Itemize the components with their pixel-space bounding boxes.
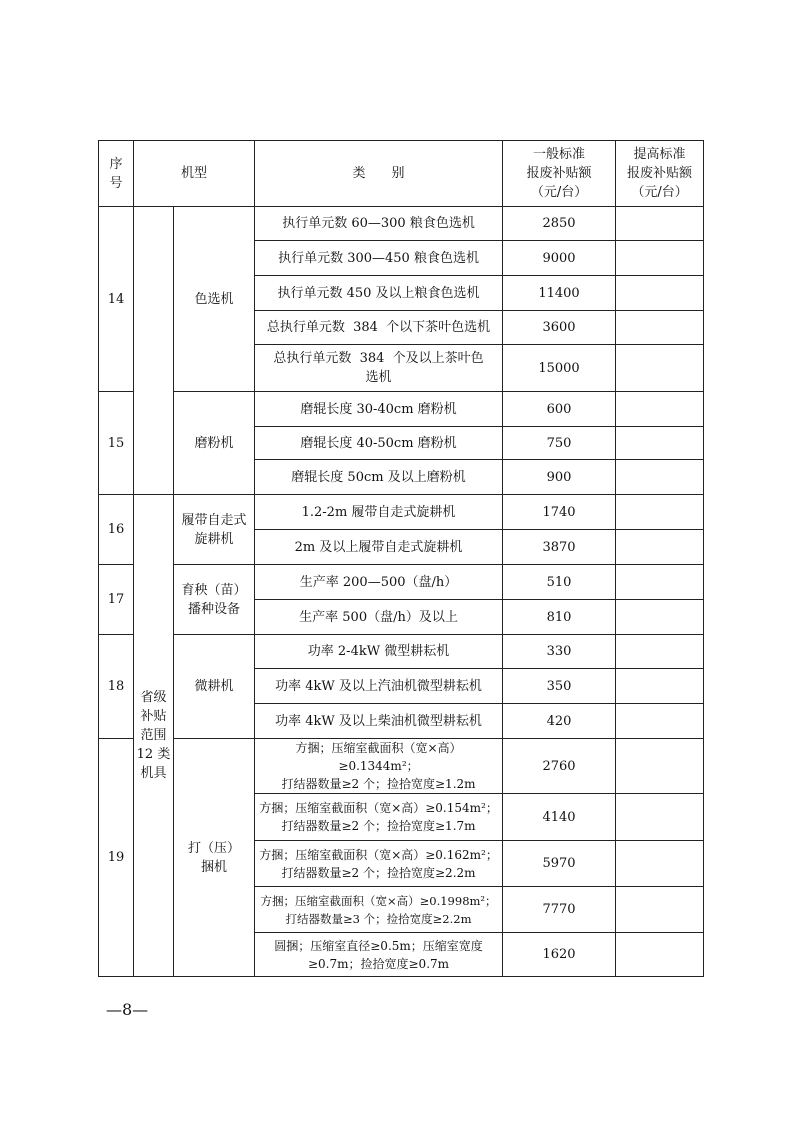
- category-cell: 功率 2-4kW 微型耕耘机: [255, 635, 503, 669]
- category-cell: 方捆；压缩室截面积（宽×高）≥0.154m²； 打结器数量≥2 个；捡拾宽度≥1.7m: [255, 794, 503, 841]
- seq-cell: 14: [99, 207, 134, 392]
- category-cell: 总执行单元数 384 个以下茶叶色选机: [255, 311, 503, 345]
- category-cell: 2m 及以上履带自走式旋耕机: [255, 530, 503, 565]
- model-cell: 履带自走式 旋耕机: [174, 495, 255, 565]
- std-amount-cell: 600: [503, 392, 616, 427]
- table-row: [99, 495, 704, 530]
- table-row: [99, 635, 704, 669]
- std-amount-cell: 750: [503, 427, 616, 460]
- category-cell: 生产率 500（盘/h）及以上: [255, 600, 503, 635]
- std-amount-cell: 4140: [503, 794, 616, 841]
- category-cell: 执行单元数 300—450 粮食色选机: [255, 241, 503, 276]
- seq-cell: 17: [99, 565, 134, 635]
- high-amount-cell: [616, 207, 704, 241]
- high-amount-cell: [616, 530, 704, 565]
- category-cell: 功率 4kW 及以上柴油机微型耕耘机: [255, 704, 503, 739]
- high-amount-cell: [616, 565, 704, 600]
- category-cell: 圆捆；压缩室直径≥0.5m；压缩室宽度 ≥0.7m；捡拾宽度≥0.7m: [255, 933, 503, 977]
- std-amount-cell: 420: [503, 704, 616, 739]
- category-cell: 磨辊长度 40-50cm 磨粉机: [255, 427, 503, 460]
- high-amount-cell: [616, 600, 704, 635]
- category-cell: 生产率 200—500（盘/h）: [255, 565, 503, 600]
- category-cell: 方捆；压缩室截面积（宽×高）≥0.162m²； 打结器数量≥2 个；捡拾宽度≥2.2m: [255, 841, 503, 887]
- std-amount-cell: 9000: [503, 241, 616, 276]
- category-cell: 方捆；压缩室截面积（宽×高）≥0.1998m²； 打结器数量≥3 个；捡拾宽度≥2.2m: [255, 887, 503, 933]
- model-cell: 磨粉机: [174, 392, 255, 495]
- high-amount-cell: [616, 933, 704, 977]
- header-seq: 序 号: [99, 141, 134, 207]
- std-amount-cell: 3870: [503, 530, 616, 565]
- seq-cell: 16: [99, 495, 134, 565]
- std-amount-cell: 15000: [503, 345, 616, 392]
- seq-cell: 19: [99, 739, 134, 977]
- subsidy-table: [98, 140, 704, 977]
- std-amount-cell: 2850: [503, 207, 616, 241]
- std-amount-cell: 1620: [503, 933, 616, 977]
- high-amount-cell: [616, 392, 704, 427]
- model-cell: 微耕机: [174, 635, 255, 739]
- header-category: 类 别: [255, 141, 503, 207]
- page-number: —8—: [106, 1000, 149, 1019]
- std-amount-cell: 2760: [503, 739, 616, 794]
- high-amount-cell: [616, 635, 704, 669]
- group-cell-empty: [134, 207, 174, 495]
- category-cell: 1.2-2m 履带自走式旋耕机: [255, 495, 503, 530]
- std-amount-cell: 3600: [503, 311, 616, 345]
- header-high-amount: 提高标准 报废补贴额 （元/台）: [616, 141, 704, 207]
- category-cell: 磨辊长度 50cm 及以上磨粉机: [255, 460, 503, 495]
- high-amount-cell: [616, 739, 704, 794]
- std-amount-cell: 11400: [503, 276, 616, 311]
- high-amount-cell: [616, 427, 704, 460]
- category-cell: 磨辊长度 30-40cm 磨粉机: [255, 392, 503, 427]
- category-cell: 执行单元数 450 及以上粮食色选机: [255, 276, 503, 311]
- std-amount-cell: 7770: [503, 887, 616, 933]
- group-label-cell: 省级 补贴 范围 12 类 机具: [134, 495, 174, 977]
- table-row: [99, 739, 704, 794]
- category-cell: 方捆；压缩室截面积（宽×高）≥0.1344m²； 打结器数量≥2 个；捡拾宽度≥1.2m: [255, 739, 503, 794]
- high-amount-cell: [616, 704, 704, 739]
- high-amount-cell: [616, 276, 704, 311]
- high-amount-cell: [616, 241, 704, 276]
- table-row: [99, 207, 704, 241]
- std-amount-cell: 1740: [503, 495, 616, 530]
- model-cell: 打（压） 捆机: [174, 739, 255, 977]
- category-cell: 执行单元数 60—300 粮食色选机: [255, 207, 503, 241]
- high-amount-cell: [616, 495, 704, 530]
- std-amount-cell: 510: [503, 565, 616, 600]
- seq-cell: 18: [99, 635, 134, 739]
- header-model: 机型: [134, 141, 255, 207]
- category-cell: 功率 4kW 及以上汽油机微型耕耘机: [255, 669, 503, 704]
- model-cell: 色选机: [174, 207, 255, 392]
- high-amount-cell: [616, 311, 704, 345]
- seq-cell: 15: [99, 392, 134, 495]
- model-cell: 育秧（苗） 播种设备: [174, 565, 255, 635]
- high-amount-cell: [616, 841, 704, 887]
- std-amount-cell: 810: [503, 600, 616, 635]
- high-amount-cell: [616, 794, 704, 841]
- high-amount-cell: [616, 345, 704, 392]
- std-amount-cell: 330: [503, 635, 616, 669]
- header-std-amount: 一般标准 报废补贴额 （元/台）: [503, 141, 616, 207]
- table-row: [99, 392, 704, 427]
- std-amount-cell: 5970: [503, 841, 616, 887]
- high-amount-cell: [616, 460, 704, 495]
- high-amount-cell: [616, 887, 704, 933]
- table-row: [99, 565, 704, 600]
- category-cell: 总执行单元数 384 个及以上茶叶色 选机: [255, 345, 503, 392]
- std-amount-cell: 900: [503, 460, 616, 495]
- high-amount-cell: [616, 669, 704, 704]
- header-row: [99, 141, 704, 207]
- std-amount-cell: 350: [503, 669, 616, 704]
